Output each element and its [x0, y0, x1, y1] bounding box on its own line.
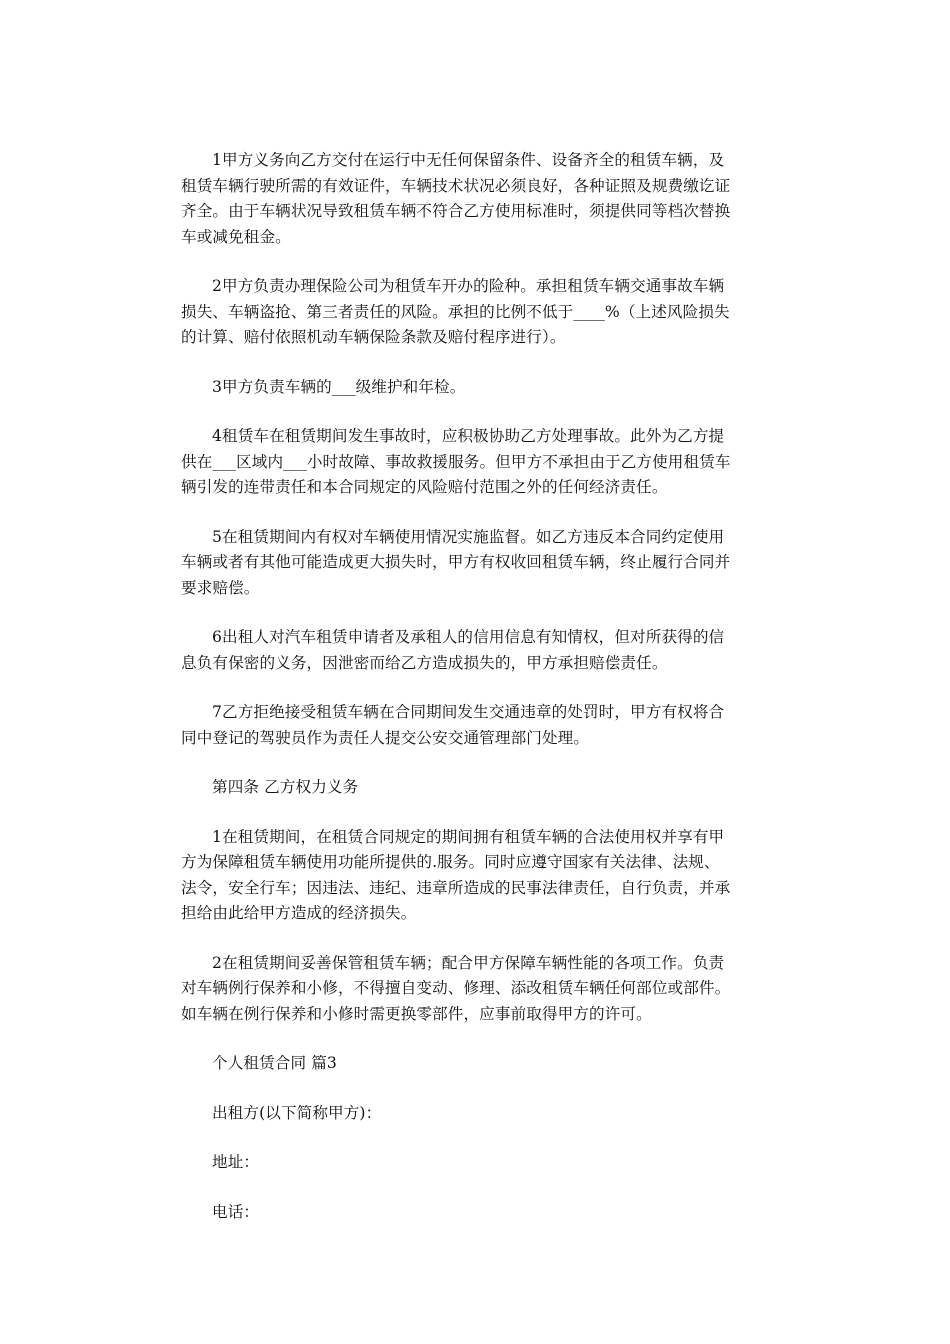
paragraph: [181, 424, 771, 501]
paragraph-line: 7乙方拒绝接受租赁车辆在合同期间发生交通违章的处罚时，甲方有权将合: [212, 703, 725, 721]
paragraph-line: 方为保障租赁车辆使用功能所提供的.服务。同时应遵守国家有关法律、法规、: [181, 853, 720, 871]
paragraph: [181, 825, 771, 927]
paragraph: [181, 775, 771, 801]
paragraph: [181, 700, 771, 751]
paragraph-line: 租赁车辆行驶所需的有效证件，车辆技术状况必须良好，各种证照及规费缴讫证: [181, 176, 731, 195]
paragraph: [181, 1101, 771, 1127]
paragraph-line: 供在___区域内___小时故障、事故救援服务。但甲方不承担由于乙方使用租赁车: [181, 452, 731, 471]
paragraph: [181, 525, 771, 602]
paragraph-line: 齐全。由于车辆状况导致租赁车辆不符合乙方使用标准时，须提供同等档次替换: [181, 202, 731, 220]
paragraph: [181, 625, 771, 676]
paragraph-line: 第四条 乙方权力义务: [212, 778, 359, 796]
paragraph: [181, 148, 771, 250]
paragraph-line: 要求赔偿。: [181, 578, 260, 597]
paragraph-line: 地址：: [212, 1153, 260, 1171]
paragraph-line: 2在租赁期间妥善保管租赁车辆；配合甲方保障车辆性能的各项工作。负责: [212, 953, 725, 972]
paragraph-line: 3甲方负责车辆的___级维护和年检。: [212, 377, 466, 396]
paragraph-line: 个人租赁合同 篇3: [212, 1054, 337, 1072]
paragraph: [181, 1051, 771, 1077]
paragraph-line: 担给由此给甲方造成的经济损失。: [181, 904, 417, 922]
paragraph-line: 6出租人对汽车租赁申请者及承租人的信用信息有知情权，但对所获得的信: [212, 628, 725, 646]
paragraph-line: 息负有保密的义务，因泄密而给乙方造成损失的，甲方承担赔偿责任。: [181, 653, 668, 672]
paragraph-line: 1甲方义务向乙方交付在运行中无任何保留条件、设备齐全的租赁车辆，及: [212, 151, 725, 169]
paragraph-line: 1在租赁期间，在租赁合同规定的期间拥有租赁车辆的合法使用权并享有甲: [212, 827, 725, 846]
paragraph-line: 车辆或者有其他可能造成更大损失时，甲方有权收回租赁车辆，终止履行合同并: [181, 553, 731, 571]
paragraph: [181, 375, 771, 401]
paragraph-line: 同中登记的驾驶员作为责任人提交公安交通管理部门处理。: [181, 728, 590, 747]
paragraph-line: 出租方(以下简称甲方)：: [212, 1103, 382, 1122]
paragraph-line: 4租赁车在租赁期间发生事故时，应积极协助乙方处理事故。此外为乙方提: [212, 427, 725, 445]
paragraph: [181, 1150, 771, 1176]
paragraph: [181, 274, 771, 351]
paragraph-line: 2甲方负责办理保险公司为租赁车开办的险种。承担租赁车辆交通事故车辆: [212, 277, 725, 295]
paragraph-line: 损失、车辆盗抢、第三者责任的风险。承担的比例不低于____%（上述风险损失: [181, 302, 730, 321]
paragraph-line: 5在租赁期间内有权对车辆使用情况实施监督。如乙方违反本合同约定使用: [212, 527, 725, 546]
paragraph: [181, 951, 771, 1028]
document-body: [181, 148, 771, 1225]
paragraph-line: 电话：: [212, 1202, 260, 1221]
paragraph-line: 对车辆例行保养和小修，不得擅自变动、修理、添改租赁车辆任何部位或部件。: [181, 979, 731, 997]
paragraph-line: 辆引发的连带责任和本合同规定的风险赔付范围之外的任何经济责任。: [181, 478, 668, 496]
paragraph-line: 如车辆在例行保养和小修时需更换零部件，应事前取得甲方的许可。: [181, 1004, 652, 1023]
paragraph-line: 法令，安全行车；因违法、违纪、违章所造成的民事法律责任，自行负责，并承: [181, 878, 731, 897]
document-page: [181, 148, 771, 1249]
paragraph-line: 车或减免租金。: [181, 227, 291, 246]
paragraph: [181, 1200, 771, 1226]
paragraph-line: 的计算、赔付依照机动车辆保险条款及赔付程序进行）。: [181, 328, 566, 346]
